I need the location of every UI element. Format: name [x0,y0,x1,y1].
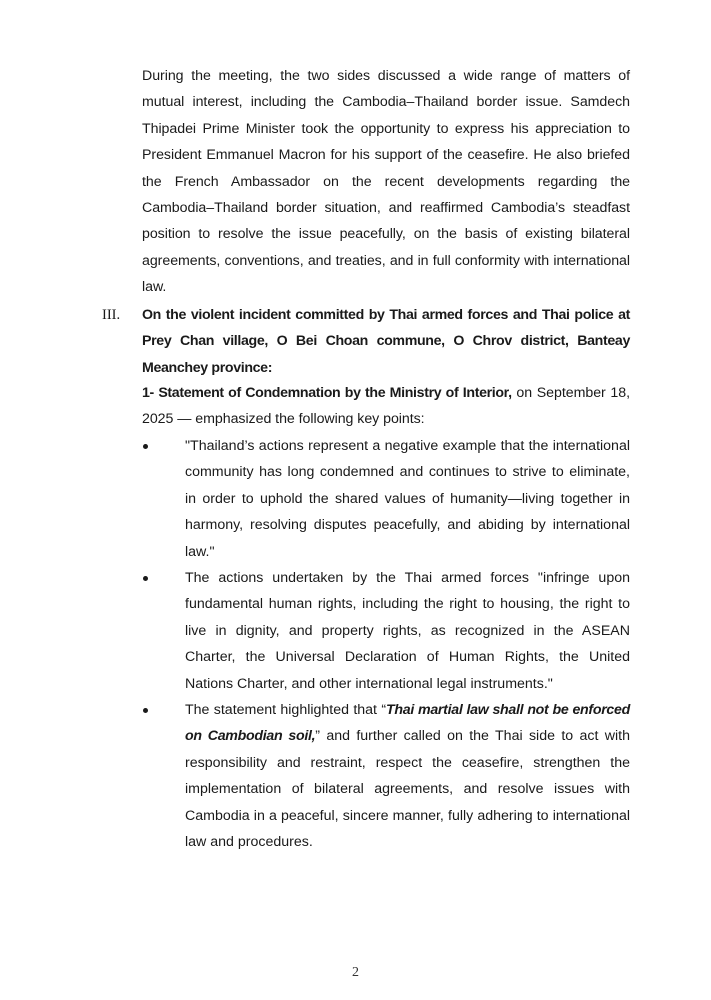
bullet-icon [143,708,148,713]
statement-title: 1- Statement of Condemnation by the Ministry of Interior, [142,385,512,401]
key-point-text: "Thailand’s actions represent a negative example that the international community has long condemned and continues to strive to eliminate, in order to uphold the shared values of humanity—living together in harmony, resolving disputes peacefully, and abiding by international law." [185,438,630,560]
key-point-text [185,697,630,855]
key-point-quote: Thai martial law shall not be enforced on Cambodian soil, [185,702,630,745]
list-item [142,565,630,697]
key-point-text: The actions undertaken by the Thai armed forces "infringe upon fundamental human rights, including the right to housing, the right to live in dignity, and property rights, as recognized in the ASEAN Charter, the Universal Declaration of Human Rights, the United Nations Charter, and other international legal instruments." [185,570,630,692]
key-points-list [142,433,630,856]
section-numeral: III. [102,307,121,323]
statement-subheading [142,380,630,433]
intro-paragraph: During the meeting, the two sides discussed a wide range of matters of mutual interest, including the Cambodia–Thailand border issue. Samdech Thipadei Prime Minister took the opportunity to express his appreciation to President Emmanuel Macron for his support of the ceasefire. He also briefed the French Ambassador on the recent developments regarding the Cambodia–Thailand border situation, and reaffirmed Cambodia’s steadfast position to resolve the issue peacefully, on the basis of existing bilateral agreements, conventions, and treaties, and in full conformity with international law. [142,68,630,296]
key-point-suffix: ” and further called on the Thai side to act with responsibility and restraint, respect the ceasefire, strengthen the implementation of bilateral agreements, and resolve issues with Cambodia in a peaceful, sincere manner, fully adhering to international law and procedures. [185,728,630,851]
statement-date-text: on September 18, 2025 — emphasized the following key points: [142,385,630,428]
list-item [142,697,630,855]
bullet-icon [143,576,148,581]
list-item [142,433,630,565]
page-number: 2 [352,965,359,980]
bullet-icon [143,444,148,449]
key-point-prefix: The statement highlighted that “ [185,702,387,719]
section-heading: On the violent incident committed by Thai armed forces and Thai police at Prey Chan village, O Bei Choan commune, O Chrov district, Banteay Meanchey province: [142,307,630,376]
